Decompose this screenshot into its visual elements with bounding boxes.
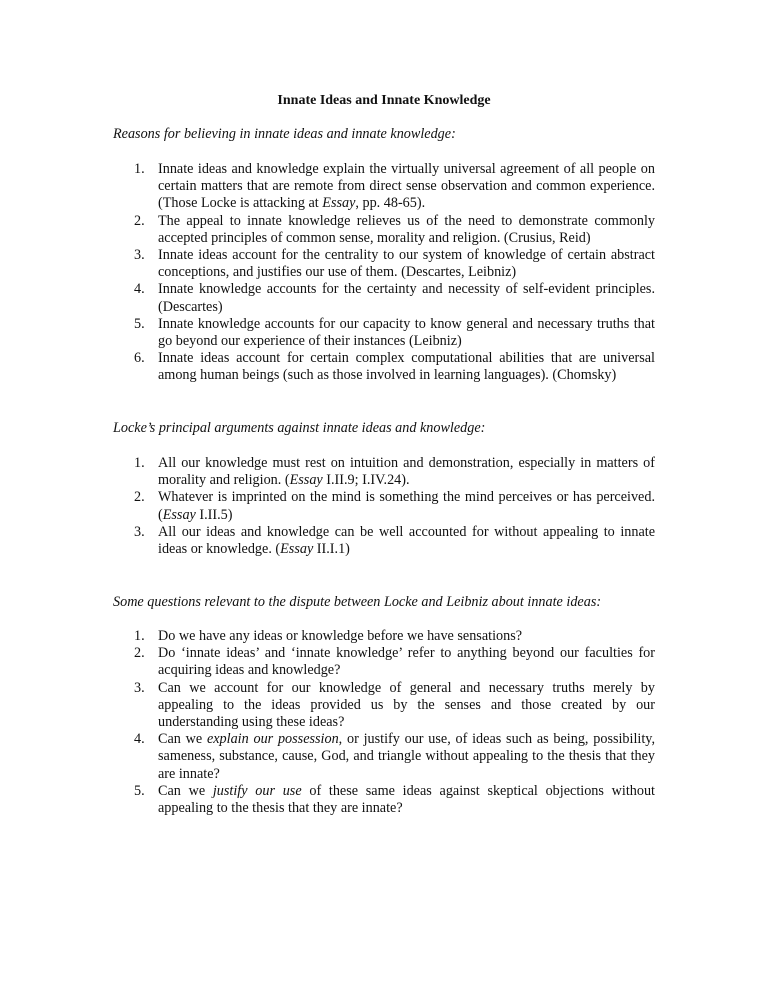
list-item (0, 213, 655, 247)
item-text: Innate ideas account for the centrality to our system of knowledge of certain abstract conceptions, and justifies our use of them. (Descartes, Leibniz) (158, 247, 655, 281)
section-heading-questions: Some questions relevant to the dispute between Locke and Leibniz about innate ideas: (113, 594, 602, 610)
questions-list (0, 628, 655, 817)
item-text: Can we justify our use of these same ideas against skeptical objections without appealing to the thesis that they are innate? (158, 782, 655, 817)
item-number: 5. (134, 782, 145, 799)
item-text: Whatever is imprinted on the mind is something the mind perceives or has perceived. (Essay I.II.5) (158, 489, 655, 523)
list-item (0, 316, 655, 350)
list-item (0, 350, 655, 384)
item-number: 1. (134, 455, 145, 471)
list-item (0, 161, 655, 213)
item-number: 1. (134, 161, 145, 177)
item-number: 3. (134, 679, 145, 696)
list-item (0, 524, 655, 558)
list-item (0, 489, 655, 523)
item-number: 2. (134, 645, 145, 662)
list-item (0, 731, 655, 783)
item-number: 6. (134, 350, 145, 367)
item-number: 4. (134, 731, 145, 748)
list-item (0, 455, 655, 489)
item-text: Can we explain our possession, or justify our use, of ideas such as being, possibility, sameness, substance, cause, God, and triangle without appealing to the thesis that they are innate? (158, 731, 656, 782)
section-heading-reasons: Reasons for believing in innate ideas and innate knowledge: (113, 126, 456, 142)
list-item (0, 645, 655, 679)
item-number: 2. (134, 212, 145, 229)
item-number: 5. (134, 315, 145, 332)
item-number: 4. (134, 281, 145, 298)
list-item (0, 680, 655, 732)
reasons-list (0, 161, 655, 385)
list-item (0, 783, 655, 817)
item-text: The appeal to innate knowledge relieves us of the need to demonstrate commonly accepted principles of common sense, morality and religion. (Crusius, Reid) (158, 212, 655, 246)
item-text: Do ‘innate ideas’ and ‘innate knowledge’ refer to anything beyond our faculties for acquiring ideas and knowledge? (158, 645, 655, 679)
item-number: 3. (134, 247, 145, 264)
section-heading-locke-arguments: Locke’s principal arguments against innate ideas and knowledge: (113, 420, 486, 436)
item-text: Do we have any ideas or knowledge before we have sensations? (158, 628, 523, 644)
item-number: 2. (134, 489, 145, 506)
item-text: All our ideas and knowledge can be well accounted for without appealing to innate ideas or knowledge. (Essay II.I.1) (158, 523, 655, 558)
locke-arguments-list (0, 455, 655, 558)
item-text: Innate knowledge accounts for our capacity to know general and necessary truths that go beyond our experience of their instances (Leibniz) (158, 315, 655, 350)
item-number: 1. (134, 628, 145, 644)
item-text: Innate knowledge accounts for the certainty and necessity of self-evident principles. (Descartes) (158, 281, 655, 315)
list-item (0, 281, 655, 315)
item-text: Innate ideas and knowledge explain the virtually universal agreement of all people on certain matters that are remote from direct sense observation and common experience. (Those Locke is attacking at Essay, pp. 48-65). (158, 161, 655, 212)
item-text: Can we account for our knowledge of general and necessary truths merely by appealing to the ideas provided us by the senses and those created by our understanding using these ideas? (158, 679, 655, 731)
item-number: 3. (134, 523, 145, 540)
list-item (0, 628, 655, 645)
list-item (0, 247, 655, 281)
item-text: Innate ideas account for certain complex computational abilities that are universal among human beings (such as those involved in learning languages). (Chomsky) (158, 350, 655, 384)
document-title: Innate Ideas and Innate Knowledge (277, 93, 491, 108)
item-text: All our knowledge must rest on intuition and demonstration, especially in matters of morality and religion. (Essay I.II.9; I.IV.24). (158, 455, 655, 489)
